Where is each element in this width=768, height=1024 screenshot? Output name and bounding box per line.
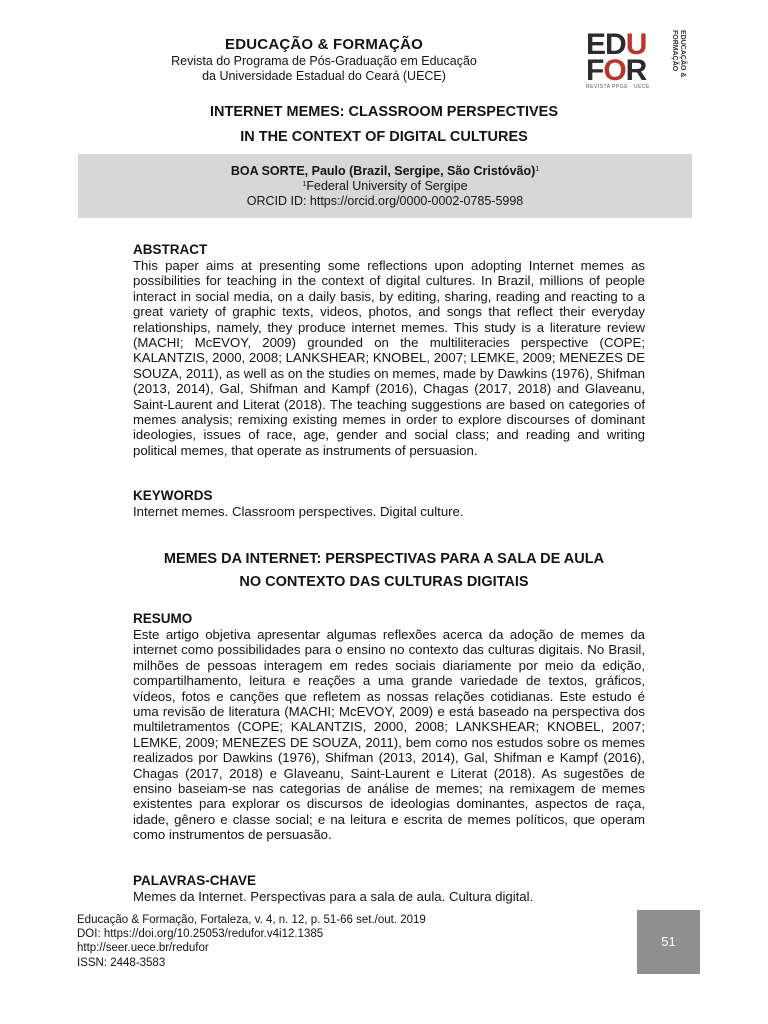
abstract-heading: ABSTRACT [133,242,208,257]
resumo-heading: RESUMO [133,611,193,626]
resumo-text: Este artigo objetiva apresentar algumas reflexões acerca da adoção de memes da internet como possibilidades para o ensino no contexto das culturas digitais. No Brasil, milhões de pessoas interagem em redes sociais diariamente por meio da edição, compartilhamento, leitura e reações a uma grande variedade de textos, gráficos, vídeos, fotos e canções que refletem as nossas relações cotidianas. Este estudo é uma revisão de literatura (MACHI; McEVOY, 2009) e está baseado na perspectiva dos multiletramentos (COPE; KALANTZIS, 2000, 2008; LANKSHEAR; KNOBEL, 2007; LEMKE, 2009; MENEZES DE SOUZA, 2011), bem como nos estudos sobre os memes realizados por Dawkins (1976), Shifman (2013, 2014), Gal, Shifman e Kampf (2016), Chagas (2017, 2018) e Glaveanu, Saint-Laurent e Literat (2018). As sugestões de ensino baseiam-se nas categorias de análise de memes; na remixagem de memes existentes para explorar os discursos de ideologias dominantes, aspectos de raça, idade, gênero e classe social; e na leitura e escrita de memes políticos, que operam como instrumentos de persuasão. [133,627,645,843]
page-number: 51 [661,934,676,949]
pt-title-line2: NO CONTEXTO DAS CULTURAS DIGITAIS [239,574,529,590]
author-name-sup: 1 [535,166,540,173]
page-number-box [637,910,700,974]
affiliation-sup: 1 [302,181,307,188]
author-affiliation: $^1$Federal University of Sergipe [302,179,468,193]
footer-doi: DOI: https://doi.org/10.25053/redufor.v4i12.1385 [77,928,324,941]
footer-url[interactable]: http://seer.uece.br/redufor [77,942,209,955]
keywords-text: Internet memes. Classroom perspectives. Digital culture. [133,504,464,519]
pt-title-line1: MEMES DA INTERNET: PERSPECTIVAS PARA A SALA DE AULA [163,551,605,567]
journal-title: EDUCAÇÃO & FORMAÇÃO [225,36,423,53]
logo-side-text: EDUCAÇÃO & FORMAÇÃO [671,30,686,78]
author-box [78,154,692,218]
footer-issn: ISSN: 2448-3583 [77,956,166,969]
keywords-heading: KEYWORDS [133,488,213,503]
author-name: BOA SORTE, Paulo (Brazil, Sergipe, São Cristóvão)$^1$ [230,164,540,178]
palavras-heading: PALAVRAS-CHAVE [133,873,257,888]
abstract-text: This paper aims at presenting some reflections upon adopting Internet memes as possibilities for teaching in the context of digital cultures. In Brazil, millions of people interact in social media, on a daily basis, by editing, sharing, reading and reacting to a great variety of graphic texts, videos, photos, and songs that reflect their everyday relationships, namely, they produce internet memes. This study is a literature review (MACHI; McEVOY, 2009) grounded on the multiliteracies perspective (COPE; KALANTZIS, 2000, 2008; LANKSHEAR; KNOBEL, 2007; LEMKE, 2009; MENEZES DE SOUZA, 2011), as well as on the studies on memes, made by Dawkins (1976), Shifman (2013, 2014), Gal, Shifman and Kampf (2016), Chagas (2017, 2018) and Glaveanu, Saint-Laurent and Literat (2018). The teaching suggestions are based on categories of memes analysis; remixing existing memes in order to explore discourses of dominant ideologies, issues of race, age, gender and social class; and reading and writing political memes, that operate as instruments of persuasion. [133,258,645,458]
edufor-logo [584,28,690,88]
article-title-line1: INTERNET MEMES: CLASSROOM PERSPECTIVES [209,104,559,120]
page-footer [77,913,426,970]
logo-line2: FOR [586,54,647,87]
journal-header [150,36,498,84]
journal-subtitle-line2: da Universidade Estadual do Ceará (UECE) [202,69,446,83]
author-orcid: ORCID ID: https://orcid.org/0000-0002-0785-5998 [246,194,524,208]
journal-subtitle-line1: Revista do Programa de Pós-Graduação em Educação [171,54,477,68]
footer-citation: Educação & Formação, Fortaleza, v. 4, n. 12, p. 51-66 set./out. 2019 [77,914,426,926]
article-title-line2: IN THE CONTEXT OF DIGITAL CULTURES [240,129,528,145]
logo-tagline: REVISTA PPGE · UECE [586,84,650,90]
palavras-text: Memes da Internet. Perspectivas para a sala de aula. Cultura digital. [133,889,534,904]
logo-line1: EDU [586,28,647,61]
